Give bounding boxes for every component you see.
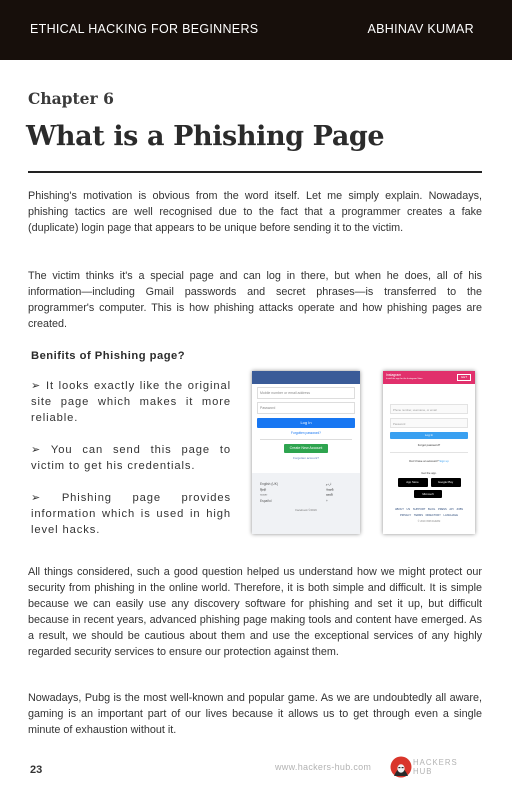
footer-links-row: ABOUT US SUPPORT BLOG PRESS API JOBS [394, 508, 464, 511]
language-list [326, 482, 333, 504]
website-url: www.hackers-hub.com [275, 762, 372, 772]
forgot-password-link: Forgot password? [417, 443, 441, 447]
username-field: Phone number, username, or email [390, 404, 468, 414]
instagram-footer-links [383, 507, 475, 519]
login-button: Log In [257, 418, 355, 428]
facebook-footer [252, 473, 360, 534]
logo-subtext: Install the app for the Instagram Store [386, 378, 423, 380]
chapter-title: What is a Phishing Page [26, 121, 385, 152]
forgot-account-link: Forgotten account? [293, 456, 319, 460]
language-item: Español [260, 498, 272, 503]
divider [390, 452, 468, 453]
microsoft-badge: Microsoft [414, 490, 442, 498]
signup-prompt [383, 459, 475, 463]
facebook-top-bar [252, 371, 360, 384]
benefit-item: ➢ You can send this page to victim to get his credentials. [31, 444, 231, 472]
signup-link: Sign up [439, 459, 449, 463]
language-list [260, 482, 278, 504]
copyright-text: © 2019 INSTAGRAM [417, 520, 441, 523]
language-item: English (UK) [260, 482, 278, 486]
paragraph-intro: Phishing's motivation is obvious from the word itself. Let me simply explain. Nowadays, phishing tactics are well recognised due to the fact that a programmer creates a fake (duplicate) login page that appears to be unique before sending it to the victim. [28, 190, 482, 234]
page-number: 23 [30, 764, 43, 776]
brand-line: HUB [413, 766, 433, 776]
app-store-badge: App Store [398, 478, 428, 487]
login-button: Log In [390, 432, 468, 439]
language-item: اردو [326, 482, 332, 486]
book-title: ETHICAL HACKING FOR BEGINNERS [30, 22, 259, 36]
footer-links-row: PRIVACY TERMS DIRECTORY LANGUAGE [400, 514, 458, 517]
password-field: Password [390, 418, 468, 428]
benefit-item: ➢ Phishing page provides information which is used in high level hacks. [31, 492, 231, 536]
language-item: हिन्दी [260, 487, 267, 492]
language-item: मराठी [326, 493, 333, 497]
paragraph-pubg: Nowadays, Pubg is the most well-known and popular game. As we are undoubtedly all aware, gaming is an important part of our lives because it allows us to get through even a single minute of exhaustion without it. [28, 692, 482, 736]
language-item: + [326, 498, 328, 503]
paragraph-victim: The victim thinks it's a special page and can log in there, but when he does, all of his information—including Gmail passwords and secret phrases—is transferred to the programmer's computer. This is how phishing attacks operate and how phishing pages are created. [28, 270, 482, 330]
get-app-button: GET [457, 374, 471, 381]
copyright-text: Facebook ©2019 [295, 508, 317, 512]
logo-text: Instagram [386, 373, 402, 377]
benefit-item: ➢ It looks exactly like the original site page which makes it more reliable. [31, 380, 231, 424]
author-name: ABHINAV KUMAR [367, 22, 474, 36]
title-divider [28, 171, 482, 173]
facebook-login-screenshot [252, 371, 360, 534]
chapter-label: Chapter 6 [28, 89, 114, 108]
phone-email-field: Mobile number or email address [257, 387, 355, 399]
brand-line: HACKERS [413, 758, 458, 767]
create-account-button: Create New Account [284, 444, 328, 453]
instagram-logo [386, 373, 423, 381]
get-app-text: Get the app. [421, 471, 437, 475]
google-play-badge: Google Play [431, 478, 461, 487]
instagram-top-bar [383, 371, 475, 384]
divider [260, 439, 352, 440]
password-field: Password [257, 402, 355, 414]
benefits-section [31, 350, 231, 554]
page-header [0, 0, 512, 60]
brand-name [413, 759, 458, 776]
no-account-text: Don't have an account? [409, 459, 439, 463]
instagram-login-screenshot [383, 371, 475, 534]
forgot-password-link: Forgotten password? [291, 431, 321, 435]
paragraph-protection: All things considered, such a good question helped us understand how we might protect our security from phishing in the online world. Therefore, it is both simple and difficult. It is simple because we can easily use any discovery software for phishing and set it up, but difficult because in recent years, advanced phishing page making tools and content have emerged. As a result, we should be cautious about them and use the exceptional services of any highly regarded security services to ensure our protection against them. [28, 566, 482, 658]
hacker-logo-icon [390, 756, 412, 778]
language-item: नेपाली [326, 487, 334, 492]
store-badges [383, 478, 475, 487]
benefits-heading: Benifits of Phishing page? [31, 350, 186, 362]
language-item: বাংলা [260, 493, 268, 497]
